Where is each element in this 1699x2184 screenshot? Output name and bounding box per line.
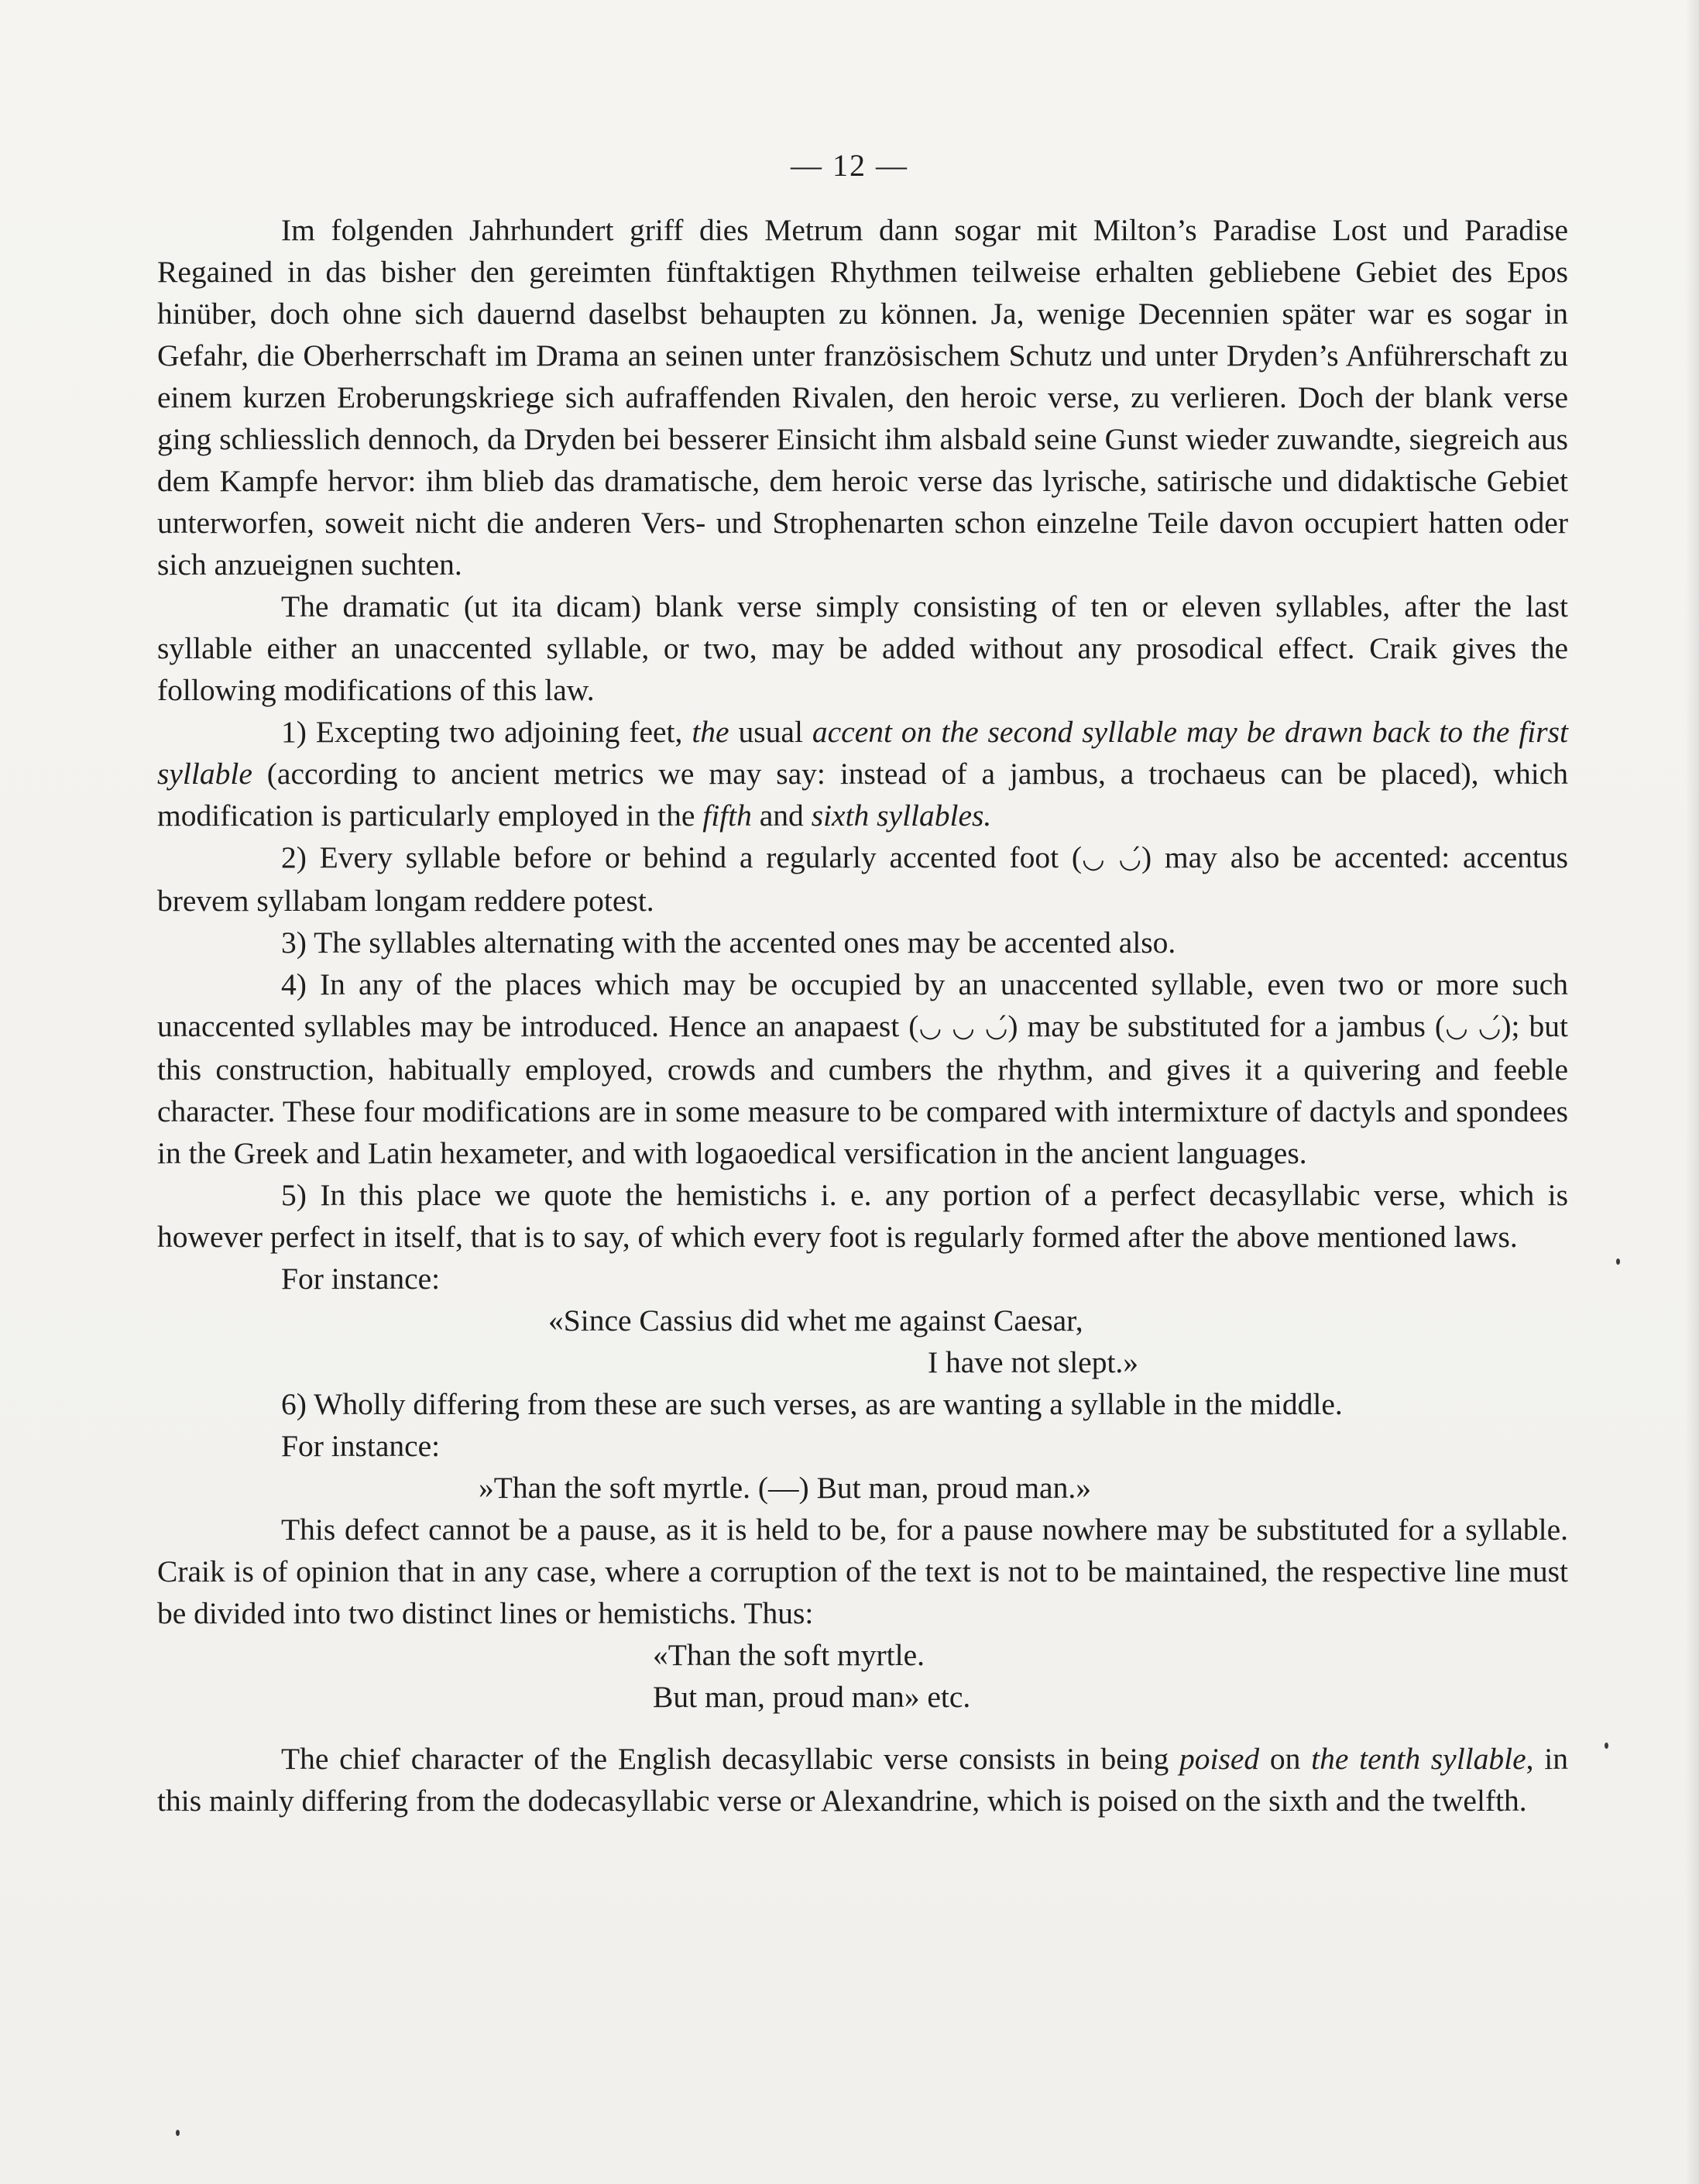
italic-run: the — [692, 715, 729, 749]
metrical-symbol: ◡ ◡́ — [1445, 1012, 1502, 1043]
paragraph-modification-6: 6) Wholly differing from these are such verses, as are wanting a syllable in the middle. — [281, 1387, 1343, 1421]
ink-speck — [1616, 1259, 1620, 1265]
text-run: usual — [729, 715, 812, 749]
text-run: ); but this construction, habitually employed, crowds and cumbers the rhythm, and gives it a quivering and feeble character. These four modifications are in some measure to be compared with intermixture of dactyls and spondees in the Greek and Latin hexameter, and with logaoedical versification in the ancient languages. — [157, 1009, 1568, 1170]
italic-run: the tenth syllable — [1311, 1742, 1526, 1776]
paragraph-modification-3: 3) The syllables alternating with the accented ones may be accented also. — [281, 925, 1176, 960]
text-run: , in this mainly differing from the dodecasyllabic verse or Alexandrine, which is poised on the sixth and the twelfth. — [157, 1742, 1568, 1818]
paragraph-modification-2 — [157, 836, 1568, 922]
quote-line: »Than the soft myrtle. (—) But man, proud man.» — [479, 1471, 1091, 1505]
for-instance-label: For instance: — [281, 1429, 441, 1463]
page-number: — 12 — — [791, 148, 908, 183]
italic-run: fifth — [702, 798, 752, 833]
ink-speck — [176, 2130, 180, 2136]
ink-speck — [1605, 1743, 1608, 1749]
text-run: and — [751, 798, 812, 833]
body-text — [157, 209, 1568, 1822]
paragraph-modification-5: 5) In this place we quote the hemistichs i. e. any portion of a perfect decasyllabic verse, which is however perfect in itself, that is to say, of which every foot is regularly formed after the above mentioned laws. — [157, 1178, 1568, 1254]
text-run: ) may also be accented: accentus brevem syllabam longam reddere potest. — [157, 840, 1568, 918]
paragraph-modification-1 — [157, 711, 1568, 836]
quote-line: But man, proud man» etc. — [653, 1680, 971, 1714]
text-run: ) may be substituted for a jambus ( — [1007, 1009, 1446, 1043]
paragraph-modification-4 — [157, 963, 1568, 1174]
quote-line: «Since Cassius did whet me against Caesar, — [548, 1303, 1083, 1338]
page-edge-shadow — [1685, 0, 1699, 2184]
for-instance-label: For instance: — [281, 1262, 441, 1296]
text-run: on — [1259, 1742, 1312, 1776]
italic-run: poised — [1179, 1742, 1260, 1776]
quote-line: I have not slept.» — [928, 1345, 1139, 1379]
italic-run: accent on the second syllable may be drawn back to the first syllable — [157, 715, 1568, 791]
quote-line: «Than the soft myrtle. — [653, 1638, 925, 1672]
text-run: The chief character of the English decasyllabic verse consists in being — [281, 1742, 1180, 1776]
text-run: (according to ancient metrics we may say: instead of a jambus, a trochaeus can be placed), which modification is particularly employed in the — [157, 757, 1568, 833]
paragraph-chief-character — [157, 1738, 1568, 1822]
paragraph-blank-verse: The dramatic (ut ita dicam) blank verse simply consisting of ten or eleven syllables, after the last syllable either an unaccented syllable, or two, may be added without any prosodical effect. Craik gives the following modifications of this law. — [157, 589, 1568, 707]
paragraph-defect: This defect cannot be a pause, as it is held to be, for a pause nowhere may be substituted for a syllable. Craik is of opinion that in any case, where a corruption of the text is not to be maintained, the respective line must be divided into two distinct lines or hemistichs. Thus: — [157, 1513, 1568, 1630]
text-run: 4) In any of the places which may be occupied by an unaccented syllable, even two or more such unaccented syllables may be introduced. Hence an anapaest ( — [157, 967, 1568, 1043]
metrical-symbol: ◡ ◡ ◡́ — [918, 1012, 1008, 1043]
paragraph-milton: Im folgenden Jahrhundert griff dies Metrum dann sogar mit Milton’s Paradise Lost und Paradise Regained in das bisher den gereimten fünftaktigen Rhythmen teilweise erhalten gebliebene Gebiet des Epos hinüber, doch ohne sich dauernd daselbst behaupten zu können. Ja, wenige Decennien später war es sogar in Gefahr, die Oberherrschaft im Drama an seinen unter französischem Schutz und unter Dryden’s Anführerschaft zu einem kurzen Eroberungskriege sich aufraffenden Rivalen, den heroic verse, zu verlieren. Doch der blank verse ging schliesslich dennoch, da Dryden bei besserer Einsicht ihm alsbald seine Gunst wieder zuwandte, siegreich aus dem Kampfe hervor: ihm blieb das dramatische, dem heroic verse das lyrische, satirische und didaktische Gebiet unterworfen, soweit nicht die anderen Vers- und Strophenarten schon einzelne Teile davon occupiert hatten oder sich anzueignen suchten. — [157, 213, 1568, 582]
metrical-symbol: ◡ ◡́ — [1081, 843, 1142, 874]
text-run: 2) Every syllable before or behind a regularly accented foot ( — [281, 840, 1082, 874]
italic-run: sixth syllables. — [811, 798, 992, 833]
text-run: 1) Excepting two adjoining feet, — [281, 715, 692, 749]
